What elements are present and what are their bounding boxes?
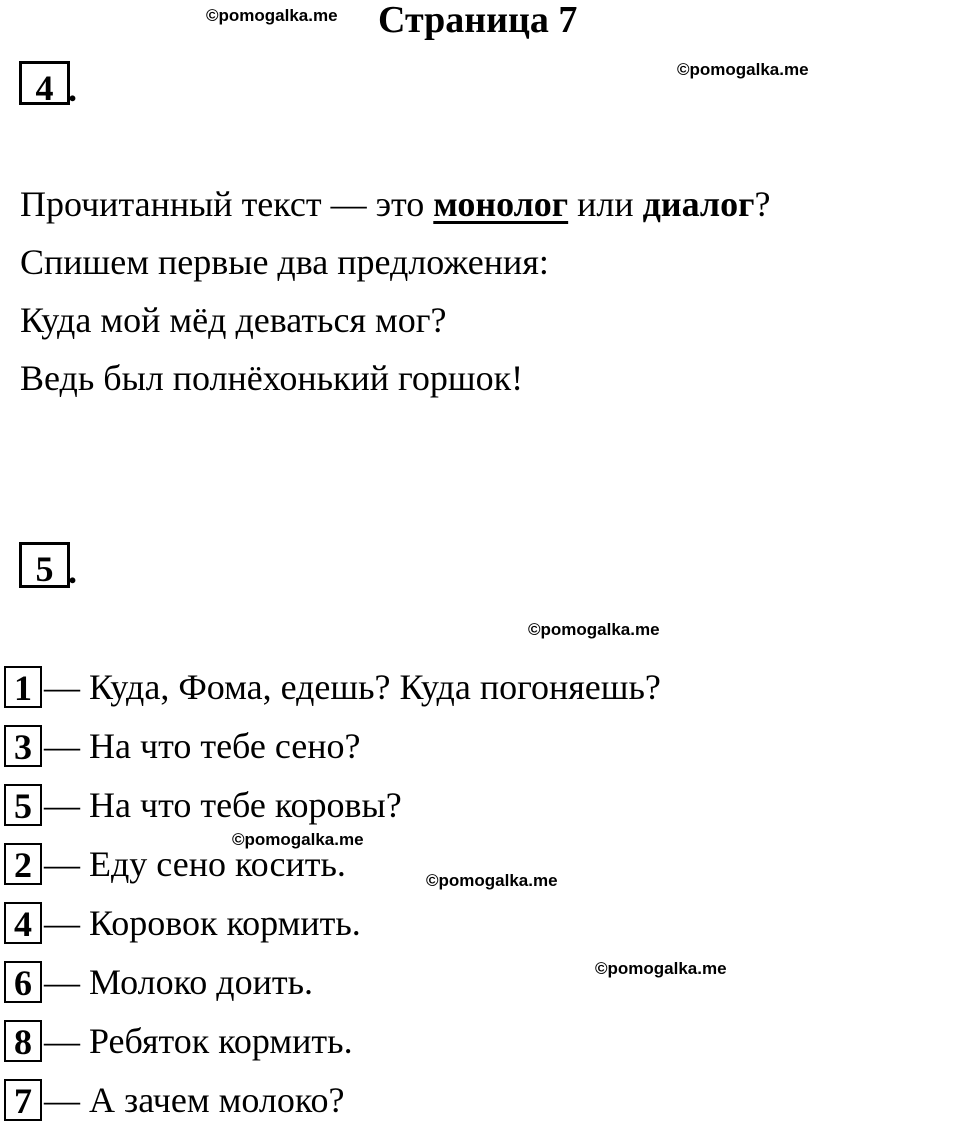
order-number-box: 8 [4,1020,42,1062]
task-5-number-dot: . [68,551,77,591]
task-5-watermark: ©pomogalka.me [528,620,660,639]
task-5-number: 5 [35,549,54,589]
task-4-line-2: Спишем первые два предложения: [20,242,549,282]
header-watermark: ©pomogalka.me [206,6,338,25]
task-4-number-box [19,61,70,108]
order-number-box: 7 [4,1079,42,1121]
order-number-box: 4 [4,902,42,944]
option-dialog: диалог [642,184,755,224]
question-prefix: Прочитанный текст — это [20,184,434,224]
task-5-watermark: ©pomogalka.me [426,871,558,890]
task-4-watermark: ©pomogalka.me [677,60,809,79]
dialog-line: — Еду сено косить. [44,844,346,884]
order-number-box: 3 [4,725,42,767]
task-4-line-3: Куда мой мёд деваться мог? [20,300,447,340]
task-4-question [20,182,770,226]
dialog-line: — Коровок кормить. [44,903,361,943]
task-5-number-box [19,542,70,588]
dialog-line: — На что тебе сено? [44,726,361,766]
order-number-box: 6 [4,961,42,1003]
option-monolog-selected: монолог [433,184,569,224]
dialog-line: — На что тебе коровы? [44,785,402,825]
question-end: ? [754,184,771,224]
page-title: Страница 7 [378,0,578,41]
question-middle: или [568,184,643,224]
task-4-line-4: Ведь был полнёхонький горшок! [20,358,524,398]
task-5-watermark: ©pomogalka.me [232,830,364,849]
order-number-box: 2 [4,843,42,885]
dialog-line: — Молоко доить. [44,962,313,1002]
task-4-number: 4 [35,68,54,108]
dialog-line: — А зачем молоко? [44,1080,345,1120]
dialog-line: — Куда, Фома, едешь? Куда погоняешь? [44,667,661,707]
task-4-number-dot: . [68,69,77,109]
dialog-line: — Ребяток кормить. [44,1021,353,1061]
order-number-box: 5 [4,784,42,826]
task-5-watermark: ©pomogalka.me [595,959,727,978]
order-number-box: 1 [4,666,42,708]
